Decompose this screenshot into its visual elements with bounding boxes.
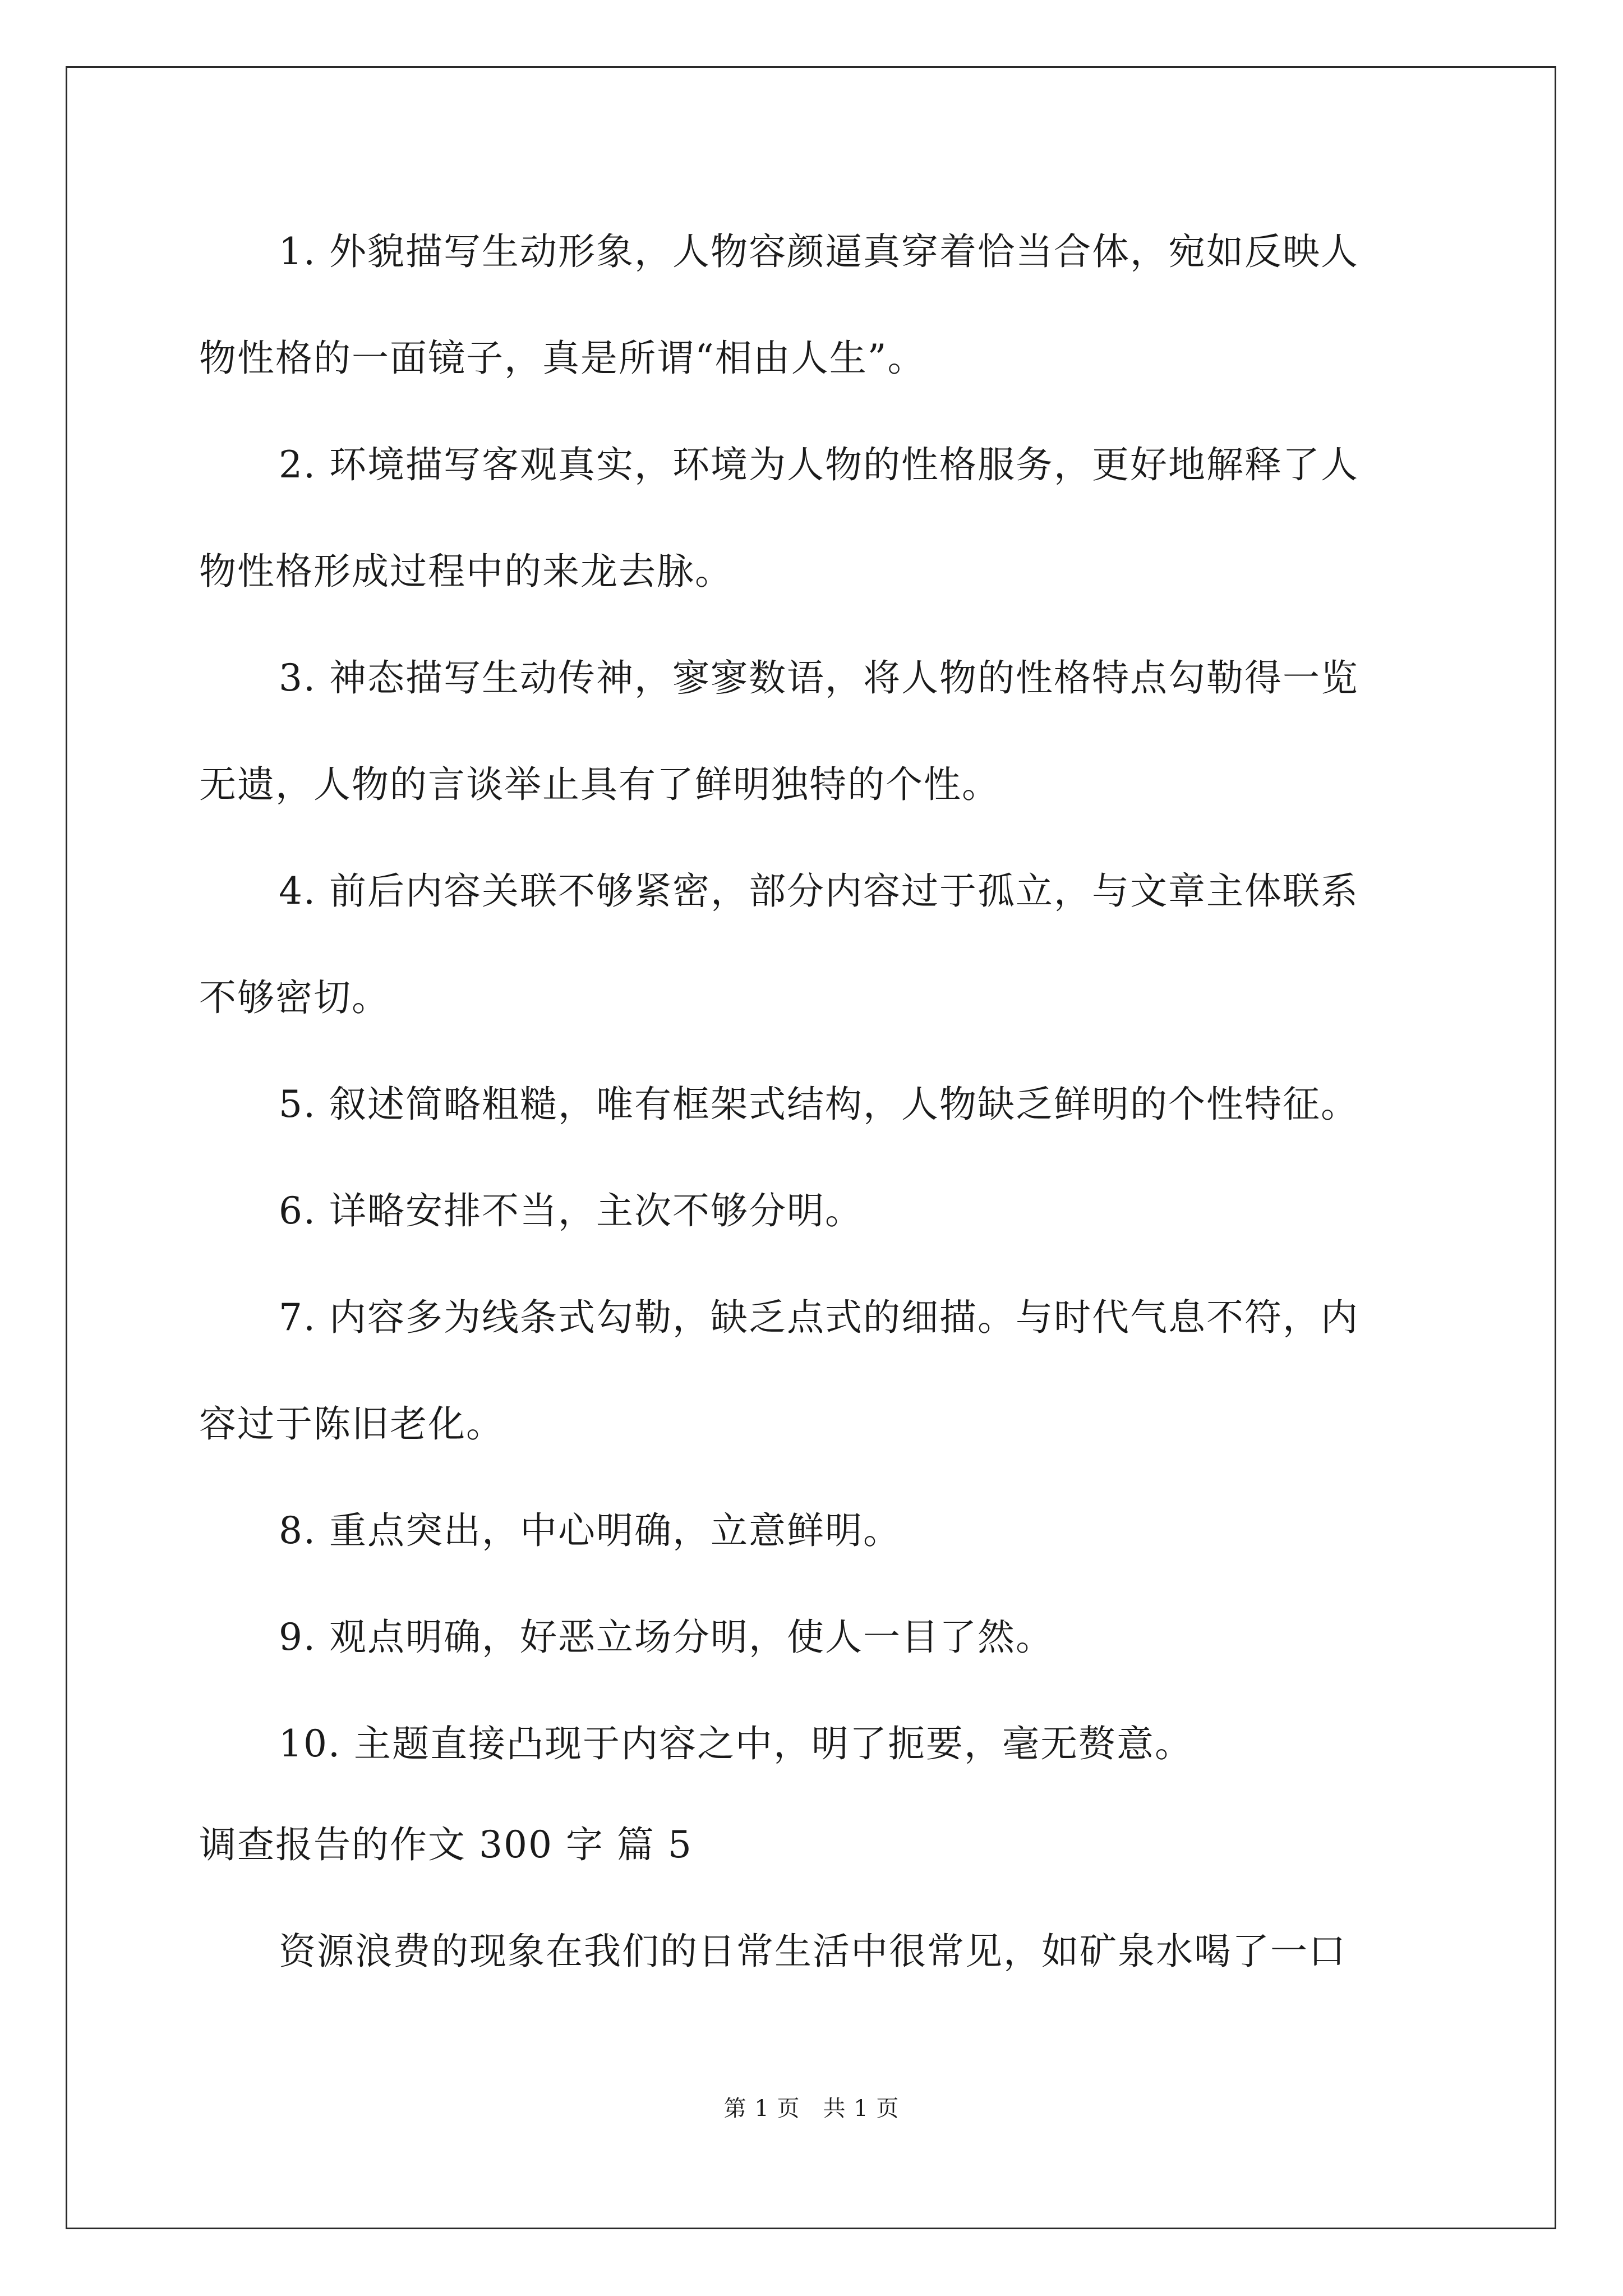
page-footer: 第 1 页 共 1 页 bbox=[723, 2096, 900, 2122]
paragraph-6: 6. 详略安排不当，主次不够分明。 bbox=[279, 1189, 863, 1232]
paragraph-4-line-1: 4. 前后内容关联不够紧密，部分内容过于孤立，与文章主体联系 bbox=[279, 869, 1359, 913]
paragraph-9: 9. 观点明确，好恶立场分明，使人一目了然。 bbox=[279, 1616, 1054, 1659]
paragraph-3-line-2: 无遗，人物的言谈举止具有了鲜明独特的个性。 bbox=[199, 763, 1000, 806]
paragraph-7-line-1: 7. 内容多为线条式勾勒，缺乏点式的细描。与时代气息不符，内 bbox=[279, 1296, 1359, 1339]
paragraph-5: 5. 叙述简略粗糙，唯有框架式结构，人物缺乏鲜明的个性特征。 bbox=[279, 1083, 1359, 1126]
paragraph-4-line-2: 不够密切。 bbox=[199, 976, 390, 1019]
paragraph-2-line-2: 物性格形成过程中的来龙去脉。 bbox=[199, 550, 733, 593]
paragraph-2-line-1: 2. 环境描写客观真实，环境为人物的性格服务，更好地解释了人 bbox=[279, 443, 1359, 486]
section-heading: 调查报告的作文 300 字 篇 5 bbox=[199, 1823, 693, 1866]
paragraph-3-line-1: 3. 神态描写生动传神，寥寥数语，将人物的性格特点勾勒得一览 bbox=[279, 656, 1359, 700]
paragraph-1-line-2: 物性格的一面镜子，真是所谓“相由人生”。 bbox=[199, 337, 926, 380]
paragraph-10: 10. 主题直接凸现于内容之中，明了扼要，毫无赘意。 bbox=[279, 1722, 1193, 1765]
paragraph-7-line-2: 容过于陈旧老化。 bbox=[199, 1402, 504, 1446]
paragraph-8: 8. 重点突出，中心明确，立意鲜明。 bbox=[279, 1509, 901, 1552]
paragraph-1-line-1: 1. 外貌描写生动形象，人物容颜逼真穿着恰当合体，宛如反映人 bbox=[279, 230, 1359, 273]
paragraph-11-line-1: 资源浪费的现象在我们的日常生活中很常见，如矿泉水喝了一口 bbox=[279, 1930, 1347, 1973]
page-border bbox=[66, 66, 1556, 2229]
